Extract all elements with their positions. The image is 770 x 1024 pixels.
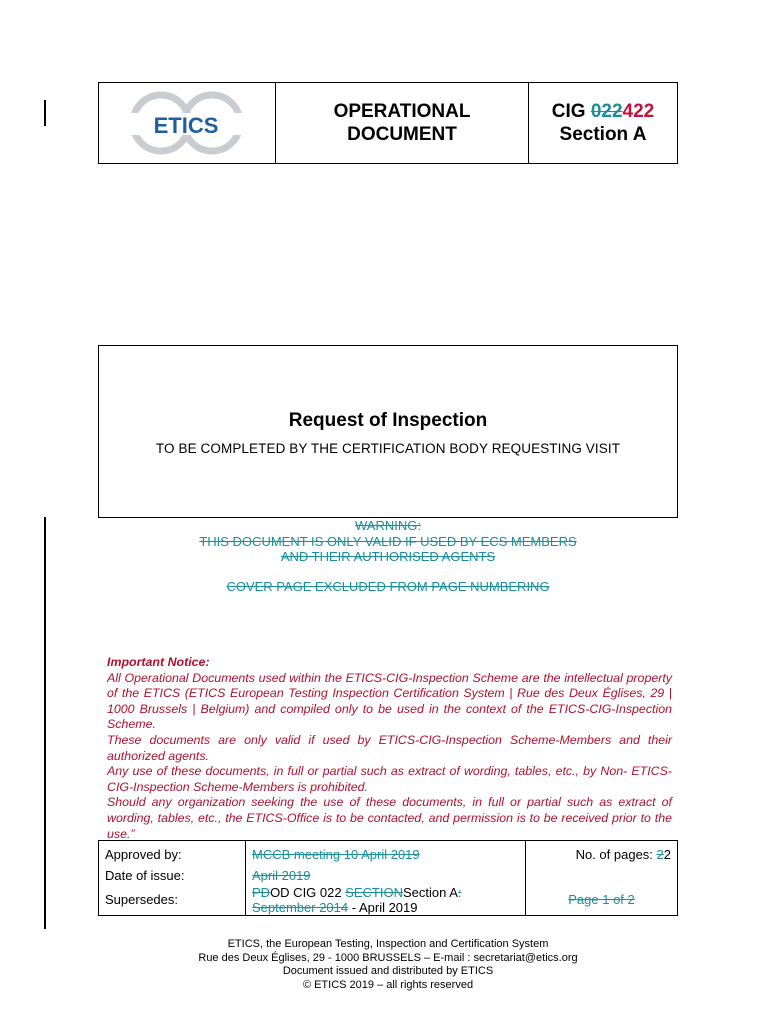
change-bar — [44, 517, 46, 929]
label-column — [99, 841, 246, 915]
title-line-1: OPERATIONAL — [333, 101, 471, 122]
warning-line: AND THEIR AUTHORISED AGENTS — [280, 549, 496, 564]
footer-line: Rue des Deux Églises, 29 - 1000 BRUSSELS – E-mail : secretariat@etics.org — [198, 951, 578, 964]
section-label: Section A — [559, 124, 647, 145]
title-line-2: DOCUMENT — [347, 124, 457, 145]
header-table — [98, 82, 678, 164]
warning-line: THIS DOCUMENT IS ONLY VALID IF USED BY ECS MEMBERS — [199, 534, 577, 549]
document-code — [529, 83, 677, 163]
notice-title: Important Notice: — [107, 655, 210, 669]
date-of-issue-label: Date of issue: — [105, 868, 185, 883]
code-deleted: 022 — [590, 101, 623, 122]
notice-paragraph: Any use of these documents, in full or partial such as extract of wording, tables, etc., by Non- ETICS-CIG-Inspection Scheme-Members is prohibited. — [107, 764, 672, 794]
notice-paragraph: Should any organization seeking the use of these documents, in full or partial such as extract of wording, tables, etc., the ETICS-Office is to be contacted, and permission is to be received prior to the use.” — [107, 795, 672, 841]
supersedes-value-line2: September 2014 - April 2019 — [252, 900, 418, 915]
document-type — [276, 83, 529, 163]
code-prefix: CIG — [551, 101, 591, 122]
logo-cell — [99, 83, 276, 163]
approved-by-value: MCCB meeting 10 April 2019 — [252, 847, 420, 862]
change-bar — [44, 100, 46, 126]
number-of-pages: No. of pages: 22 — [575, 847, 671, 862]
footer — [98, 938, 678, 992]
supersedes-label: Supersedes: — [105, 892, 178, 907]
document-title: Request of Inspection — [288, 410, 488, 431]
logo-text: ETICS — [153, 113, 219, 138]
notice-paragraph: All Operational Documents used within the ETICS-CIG-Inspection Scheme are the intellectual property of the ETICS (ETICS European Testing Inspection Certification System | Rue des Deux Églises, 29 | 1000 Brussels | Belgium) and compiled only to be used in the context of the ETICS-CIG-Inspection Scheme. — [107, 670, 672, 732]
footer-line: © ETICS 2019 – all rights reserved — [302, 978, 474, 991]
supersedes-value-line1: PDOD CIG 022 SECTIONSection A: — [252, 885, 462, 900]
document-subtitle: TO BE COMPLETED BY THE CERTIFICATION BODY REQUESTING VISIT — [155, 441, 621, 456]
value-column — [245, 841, 526, 915]
approval-table — [98, 840, 678, 916]
code-inserted: 422 — [622, 101, 655, 122]
footer-line: Document issued and distributed by ETICS — [282, 965, 494, 977]
approved-by-label: Approved by: — [105, 847, 182, 862]
page-of-label: Page 1 of 2 — [568, 892, 635, 907]
title-box — [98, 345, 678, 518]
warning-heading: WARNING: — [355, 518, 421, 533]
pages-column — [526, 841, 677, 915]
footer-line: ETICS, the European Testing, Inspection and Certification System — [227, 938, 549, 950]
etics-logo — [99, 83, 275, 163]
cover-page-note: COVER PAGE EXCLUDED FROM PAGE NUMBERING — [226, 579, 550, 594]
date-of-issue-value: April 2019 — [252, 868, 311, 883]
notice-paragraph: These documents are only valid if used by ETICS-CIG-Inspection Scheme-Members and their authorized agents. — [107, 732, 672, 763]
important-notice — [107, 655, 672, 842]
